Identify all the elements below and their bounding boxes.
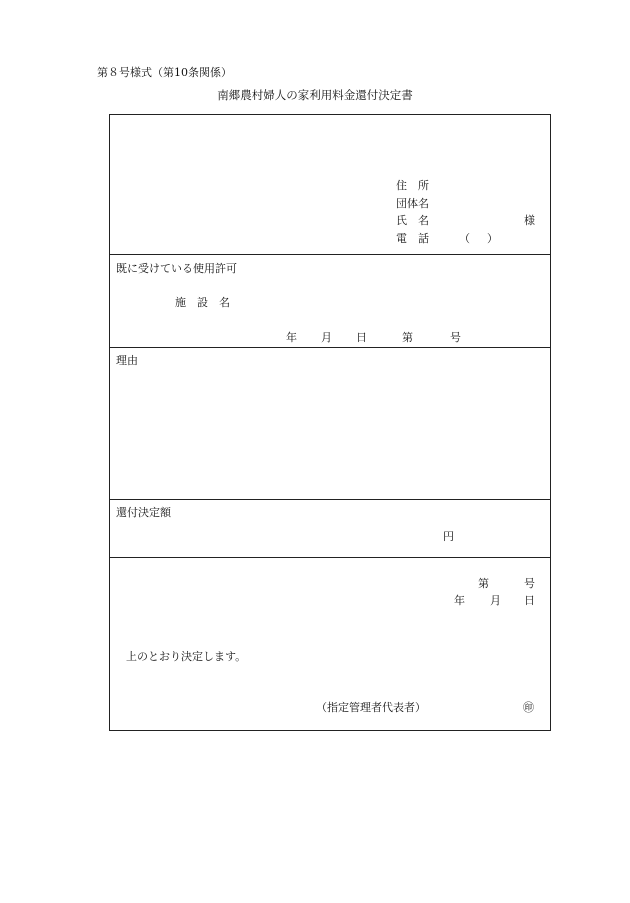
decision-number-suffix: 号 xyxy=(524,577,535,590)
phone-label: 電 話 xyxy=(396,232,429,245)
signer-label: （指定管理者代表者） xyxy=(316,701,426,714)
facility-name-label: 施 設 名 xyxy=(175,296,230,309)
phone-paren-close: ） xyxy=(487,232,498,245)
permit-month-label: 月 xyxy=(321,331,332,344)
yen-label: 円 xyxy=(443,530,454,543)
reason-section xyxy=(110,348,550,500)
refund-amount-label: 還付決定額 xyxy=(116,506,171,519)
permit-number-prefix: 第 xyxy=(402,331,413,344)
address-label: 住 所 xyxy=(396,179,429,192)
form-number: 第８号様式（第10条関係） xyxy=(97,66,232,79)
decision-number-prefix: 第 xyxy=(478,577,489,590)
decision-day-label: 日 xyxy=(524,594,535,607)
seal-icon: ㊞ xyxy=(523,701,534,714)
document-title: 南郷農村婦人の家利用料金還付決定書 xyxy=(217,88,413,102)
refund-amount-section xyxy=(110,500,550,558)
decision-section xyxy=(110,558,550,730)
decision-month-label: 月 xyxy=(490,594,501,607)
honorific-sama: 様 xyxy=(524,214,535,227)
permit-section xyxy=(110,255,550,348)
group-name-label: 団体名 xyxy=(396,197,429,210)
permit-number-suffix: 号 xyxy=(450,331,461,344)
decision-year-label: 年 xyxy=(454,594,465,607)
form-frame xyxy=(109,114,551,731)
reason-label: 理由 xyxy=(116,354,138,367)
phone-paren-open: （ xyxy=(459,232,470,245)
permit-year-label: 年 xyxy=(286,331,297,344)
permit-day-label: 日 xyxy=(356,331,367,344)
decision-statement: 上のとおり決定します。 xyxy=(126,650,247,663)
name-label: 氏 名 xyxy=(396,214,429,227)
permit-section-label: 既に受けている使用許可 xyxy=(116,262,237,275)
addressee-section xyxy=(110,115,550,255)
